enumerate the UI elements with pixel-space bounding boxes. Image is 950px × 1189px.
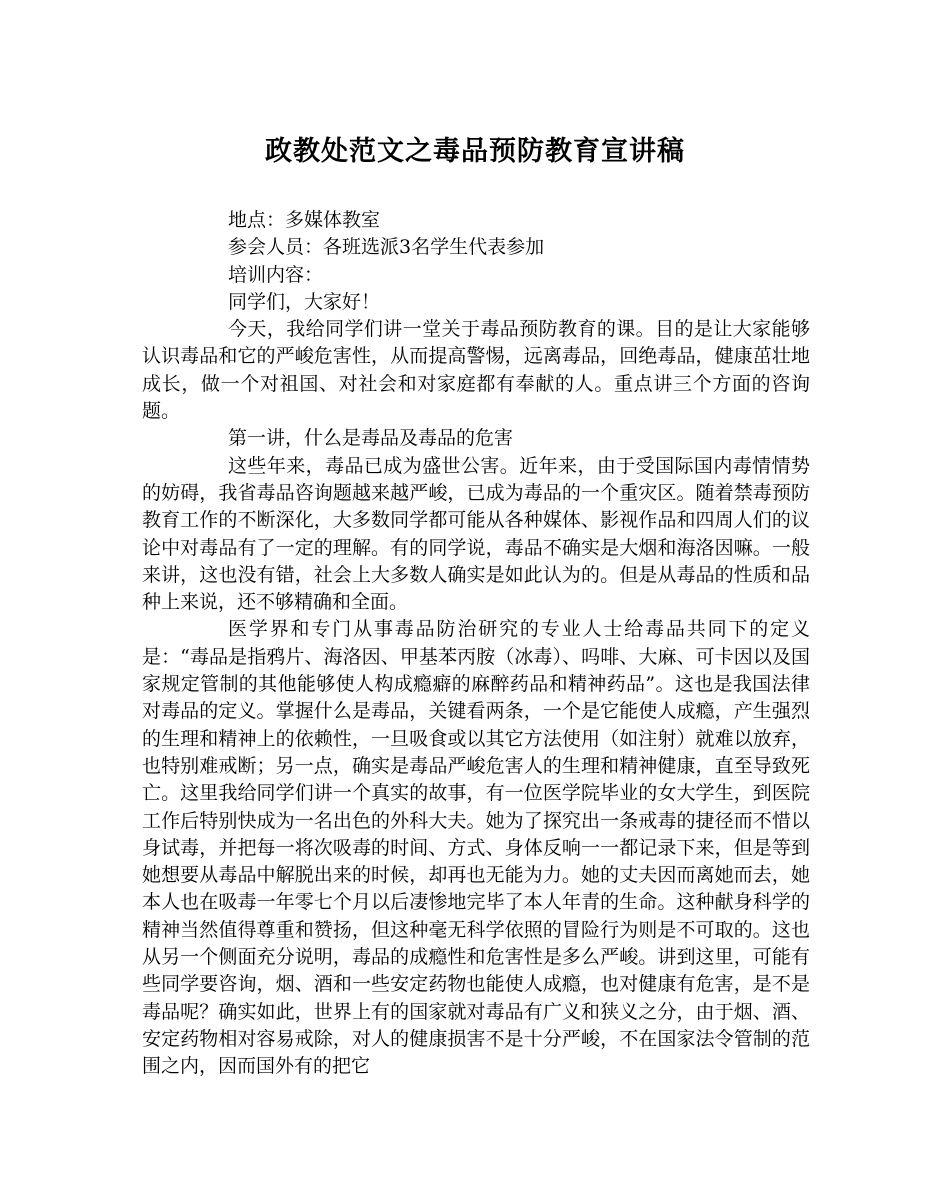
location-line: 地点：多媒体教室 [228, 209, 381, 231]
document-body [142, 207, 810, 1081]
intro-paragraph: 今天，我给同学们讲一堂关于毒品预防教育的课。目的是让大家能够认识毒品和它的严峻危害性，从而提高警惕，远离毒品，回绝毒品，健康茁壮地成长，做一个对祖国、对社会和对家庭都有奉献的人。重点讲三个方面的咨询题。 [142, 318, 810, 423]
attendees-line: 参会人员：各班选派3名学生代表参加 [228, 236, 545, 259]
greeting-line: 同学们，大家好！ [228, 290, 381, 313]
body-paragraph: 这些年来，毒品已成为盛世公害。近年来，由于受国际国内毒情情势的妨碍，我省毒品咨询题越来越严峻，已成为毒品的一个重灾区。随着禁毒预防教育工作的不断深化，大多数同学都可能从各种媒体、影视作品和四周人们的议论中对毒品有了一定的理解。有的同学说，毒品不确实是大烟和海洛因嘛。一般来讲，这也没有错，社会上大多数人确实是如此认为的。但是从毒品的性质和品种上来说，还不够精确和全面。 [142, 454, 810, 614]
document-title: 政教处范文之毒品预防教育宣讲稿 [265, 136, 685, 167]
body-paragraph: 医学界和专门从事毒品防治研究的专业人士给毒品共同下的定义是：“毒品是指鸦片、海洛因、甲基苯丙胺（冰毒）、吗啡、大麻、可卡因以及国家规定管制的其他能够使人构成瘾癖的麻醉药品和精神药品”。这也是我国法律对毒品的定义。掌握什么是毒品，关键看两条，一个是它能使人成瘾，产生强烈的生理和精神上的依赖性，一旦吸食或以其它方法使用（如注射）就难以放弃，也特别难戒断；另一点，确实是毒品严峻危害人的生理和精神健康，直至导致死亡。这里我给同学们讲一个真实的故事，有一位医学院毕业的女大学生，到医院工作后特别快成为一名出色的外科大夫。她为了探究出一条戒毒的捷径而不惜以身试毒，并把每一将次吸毒的时间、方式、身体反响一一都记录下来，但是等到她想要从毒品中解脱出来的时候，却再也无能为力。她的丈夫因而离她而去，她本人也在吸毒一年零七个月以后凄惨地完毕了本人年青的生命。这种献身科学的精神当然值得尊重和赞扬，但这种毫无科学依照的冒险行为则是不可取的。这也从另一个侧面充分说明，毒品的成瘾性和危害性是多么严峻。讲到这里，可能有些同学要咨询，烟、酒和一些安定药物也能使人成瘾，也对健康有危害，是不是毒品呢？确实如此，世界上有的国家就对毒品有广义和狭义之分，由于烟、酒、安定药物相对容易戒除，对人的健康损害不是十分严峻，不在国家法令管制的范围之内，因而国外有的把它 [142, 618, 810, 1078]
section-heading: 第一讲，什么是毒品及毒品的危害 [228, 427, 514, 450]
training-content-line: 培训内容： [228, 263, 324, 286]
